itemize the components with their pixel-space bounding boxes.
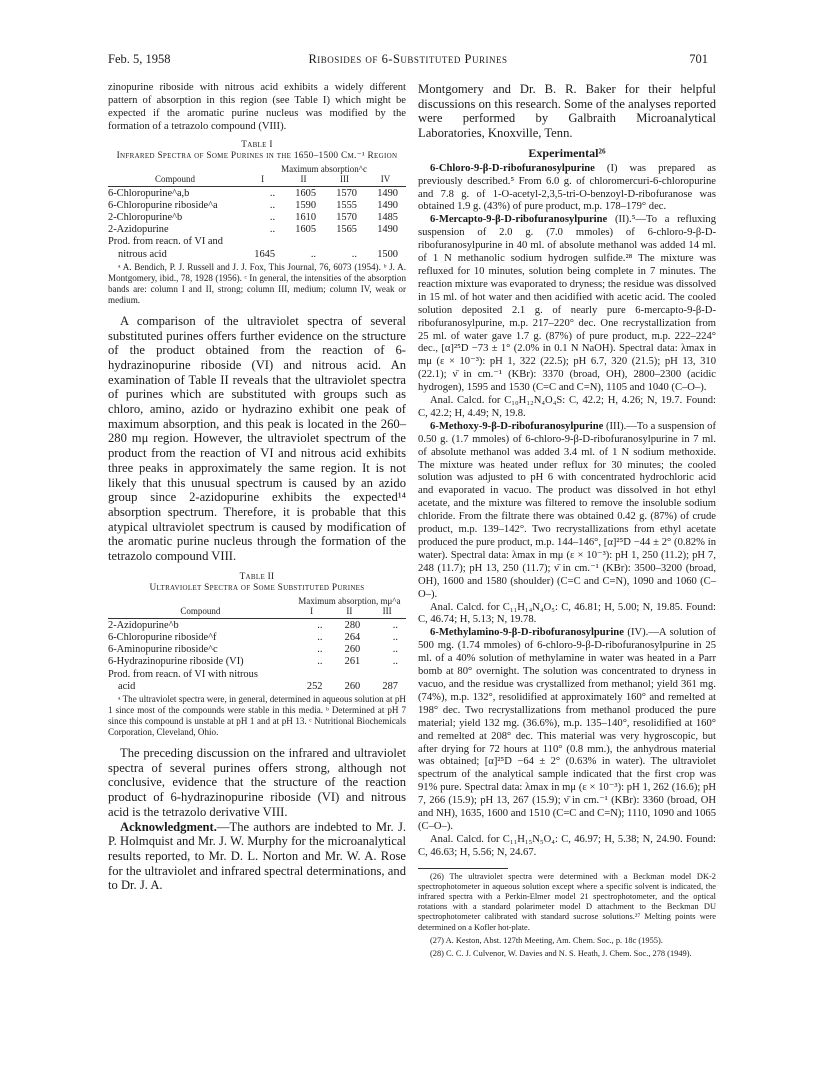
table2-col-header: II [346, 605, 353, 616]
table-cell: .. [310, 248, 317, 260]
footnote: (27) A. Keston, Abst. 127th Meeting, Am. Chem. Soc., p. 18c (1955). [430, 935, 663, 945]
table-cell: .. [317, 644, 323, 656]
footnote: (26) The ultraviolet spectra were determined with a Beckman model DK-2 spectrophotometer in aqueous solution except where a specific solvent is indicated, the infrared spectra with a Perkin-Elmer model 21 spectrophotometer, and the optical rotations with a standard polarimeter model D attachment to the Beckman DU spectrophotometer calibrated with standard sucrose solutions.²⁷ Melting points were determined on a Kofler hot-plate. [418, 871, 716, 932]
experiment-text: (II).⁵—To a refluxing suspension of 2.0 g. (7.0 mmoles) of 6-chloro-9-β-D-ribofuranosylpurine in 40 ml. of absolute methanol was added 14 ml. of 1 N methanolic sodium hydrogen sulfide.²⁸ The mixture was refluxed for 10 minutes, solution being complete in 7 minutes. The reaction mixture was evaporated to dryness; the residue was dissolved in 15 ml. of hot water and then acidified with acetic acid. The cooled solution deposited 2.1 g. of nearly pure 6-mercapto-9-β-D-ribofuranosylpurine, m.p. 217–220° dec. One recrystallization from 25 ml. of water gave 1.7 g. (87%) of pure product, m.p. 222–224° dec., [α]²⁵D −73 ± 1° (2.0% in 0.1 N NaOH). Spectral data: λmax in mμ (ε × 10⁻³): pH 1, 322 (22.5); pH 6.7, 320 (21.5); pH 13, 310 (22.1); ν̄ in cm.⁻¹ (KBr): 3370 (broad, OH), 2800–2300 (acidic hydrogen), 1595 and 1530 (C=C and C=N), 1105 and 1040 (C–O–). [418, 214, 716, 394]
table-cell: .. [269, 212, 276, 224]
experiment-paragraph [418, 163, 716, 215]
table2 [108, 596, 406, 693]
table2-col-header: I [310, 605, 314, 616]
table-cell: 1490 [377, 224, 398, 236]
table-cell-compound: nitrous acid [118, 248, 167, 260]
table1-compound-header: Compound [155, 173, 196, 184]
experiment-text: (I) was prepared as previously described.⁵ From 6.0 g. of chloromercuri-6-chloropurine and 7.8 g. of 1-O-acetyl-2,3,5-tri-O-benzoyl-D-ribofuranose was obtained 1.9 g. (43%) of pure product, m.p. 178–179° dec. [418, 162, 716, 213]
table2-col-header: III [382, 605, 392, 616]
acknowledgment-heading: Acknowledgment. [120, 819, 217, 834]
table1-caption-block [108, 140, 406, 162]
table-cell: .. [392, 644, 398, 656]
table-cell-compound: 6-Hydrazinopurine riboside (VI) [108, 656, 244, 668]
continued-paragraph: Montgomery and Dr. B. R. Baker for their helpful discussions on this research. Some of the analyses reported were performed by Galbraith Microanalytical Laboratories, Knoxville, Tenn. [418, 82, 716, 141]
compound-title: 6-Mercapto-9-β-D-ribofuranosylpurine [430, 214, 608, 226]
table-row [108, 249, 406, 261]
table-cell: .. [269, 199, 276, 211]
table-cell-compound: 2-Azidopurine [108, 224, 169, 236]
table1-col-header: I [261, 173, 265, 184]
table-cell: 252 [306, 680, 323, 692]
table-cell: 1490 [377, 199, 398, 211]
table-cell-compound: Prod. from reacn. of VI and [108, 236, 223, 248]
experiment-paragraph [418, 627, 716, 834]
table1-group-header: Maximum absorption^c [281, 163, 368, 174]
table-cell: 1485 [377, 212, 398, 224]
table-cell: .. [317, 619, 323, 631]
table1-col-header: III [340, 173, 350, 184]
table2-label: Table II [239, 571, 275, 582]
table2-caption-block [108, 572, 406, 594]
table-cell: 1490 [377, 187, 398, 199]
analysis-line: Anal. Calcd. for C₁₁H₁₅N₅O₄: C, 46.97; H, 5.38; N, 24.90. Found: C, 46.63; H, 5.56; N, 24.67. [418, 833, 716, 858]
page-number: 701 [689, 52, 708, 66]
table-row [108, 212, 406, 224]
body-paragraph: A comparison of the ultraviolet spectra of several substituted purines offers further evidence on the structure of the product obtained from the reaction of 6-hydrazinopurine riboside (VI) and nitrous acid. An examination of Table II reveals that the ultraviolet spectra of purines which are substituted with groups such as chloro, amino, azido or hydrazino exhibit one peak of maximum absorption, and this peak is located in the 260–280 mμ region. However, the ultraviolet spectrum of the product from the reaction of VI and nitrous acid exhibits three peaks in approximately the same region. It is not likely that this unusual spectrum is caused by an azido group since 2-azidopurine exhibits the expected¹⁴ absorption spectrum. Therefore, it is probable that this atypical ultraviolet spectrum is caused by modification of the aromatic purine nucleus through the formation of the tetrazolo compound VIII. [108, 313, 406, 564]
table2-caption: Ultraviolet Spectra of Some Substituted Purines [149, 582, 365, 593]
table-cell: 260 [344, 644, 361, 656]
table-cell: 260 [344, 680, 361, 692]
table-cell-compound: 6-Chloropurine^a,b [108, 187, 190, 199]
table-cell: 261 [344, 656, 361, 668]
experiment-text: (IV).—A solution of 500 mg. (1.74 mmoles) of 6-chloro-9-β-D-ribofuranosylpurine in 25 ml. of a 40% solution of methylamine in water was heated in a Parr bomb at 80° overnight. The solution was concentrated to dryness in vacuo, and the residue was crystallized from methanol; yield 361 mg. (74%), m.p. 132°, resolidified at approximately 160° and remelted at 198° dec. Two recrystallizations from methanol produced the pure material; yield 132 mg. (36.6%), m.p. 135–140°, resolidified at 160° and remelted at 208° dec. This material was very hygroscopic, but after drying for 72 hours at 110° (0.8 mm.), the anhydrous material was obtained; [α]²⁵D −64 ± 2° (0.63% in water). The ultraviolet spectrum of the analytical sample indicated that the first crop was 91% pure. Spectral data: λmax in mμ (ε × 10⁻³): pH 1, 262 (16.6); pH 7, 266 (15.9); pH 13, 267 (15.9); ν̄ in cm.⁻¹ (KBr): 3360 (broad, OH and NH), 1635, 1600 and 1510 (C=C and C=N); 1110, 1090 and 1065 (C–O–). [418, 627, 716, 832]
table-cell: 1500 [377, 248, 398, 260]
table-cell: .. [317, 632, 323, 643]
table-cell: .. [269, 224, 276, 236]
table-row [108, 632, 406, 644]
table-cell: 280 [344, 619, 361, 631]
table-row [108, 656, 406, 668]
table1-col-header: IV [380, 173, 391, 184]
intro-paragraph: zinopurine riboside with nitrous acid exhibits a widely different pattern of absorption in this region (see Table I) which might be expected if the aromatic purine nucleus was modified by the formation of a tetrazolo compound (VIII). [108, 82, 406, 132]
table2-group-header: Maximum absorption, mμ^a [298, 595, 401, 606]
table-cell: .. [392, 656, 398, 668]
table1-caption: Infrared Spectra of Some Purines in the 1650–1500 Cm.⁻¹ Region [116, 150, 398, 161]
table-cell: .. [392, 619, 398, 631]
table-cell-compound: 6-Chloropurine riboside^f [108, 632, 217, 643]
table-cell: .. [317, 656, 323, 668]
page-header [108, 52, 708, 72]
table-cell: .. [351, 248, 357, 260]
table1-label: Table I [241, 139, 273, 150]
compound-title: 6-Methoxy-9-β-D-ribofuranosylpurine [430, 420, 604, 432]
table1-footnote: ᵃ A. Bendich, P. J. Russell and J. J. Fox, This Journal, 76, 6073 (1954). ᵇ J. A. Montgomery, ibid., 78, 1928 (1956). ᶜ In general, the intensities of the absorption bands are: column I and II, strong; column III, medium; column IV, weak or medium. [108, 261, 406, 305]
table-row [108, 188, 406, 200]
table-row [108, 681, 406, 693]
table2-compound-header: Compound [180, 605, 221, 616]
experiment-paragraph [418, 421, 716, 602]
table-row [108, 620, 406, 632]
acknowledgment-paragraph [108, 820, 406, 894]
left-column [108, 82, 406, 893]
table-cell-compound: 2-Azidopurine^b [108, 619, 179, 631]
right-column [418, 82, 716, 959]
table-cell: .. [392, 632, 398, 643]
table-row [108, 644, 406, 656]
table-cell: 287 [382, 680, 398, 692]
table-cell-compound: Prod. from reacn. of VI with nitrous [108, 668, 258, 680]
header-date: Feb. 5, 1958 [108, 52, 171, 66]
table1 [108, 164, 406, 261]
analysis-line: Anal. Calcd. for C₁₁H₁₄N₄O₅: C, 46.81; H, 5.00; N, 19.85. Found: C, 46.74; H, 5.13; N, 19.78. [418, 601, 716, 626]
table-row [108, 224, 406, 236]
table-row [108, 200, 406, 212]
table-cell: 264 [344, 632, 361, 643]
table-cell: 1605 [295, 224, 317, 236]
table1-col-header: II [300, 173, 307, 184]
table-row [108, 669, 406, 681]
compound-title: 6-Methylamino-9-β-D-ribofuranosylpurine [430, 627, 624, 639]
experiment-paragraph [418, 214, 716, 395]
analysis-line: Anal. Calcd. for C₁₀H₁₂N₄O₄S: C, 42.2; H, 4.26; N, 19.7. Found: C, 42.2; H, 4.49; N, 19.8. [418, 395, 716, 419]
table-row [108, 236, 406, 248]
table2-footnote: ᵃ The ultraviolet spectra were, in general, determined in aqueous solution at pH 1 since most of the compounds were stable in this media. ᵇ Determined at pH 7 since this compound is unstable at pH 1 and at pH 13. ᶜ Nutritional Biochemicals Corporation, Cleveland, Ohio. [108, 694, 406, 738]
footnote: (28) C. C. J. Culvenor, W. Davies and N. S. Heath, J. Chem. Soc., 278 (1949). [430, 949, 692, 959]
table-cell: 1555 [336, 199, 357, 211]
table-cell-compound: 6-Chloropurine riboside^a [108, 199, 218, 211]
experiment-text: (III).—To a suspension of 0.50 g. (1.7 mmoles) of 6-chloro-9-β-D-ribofuranosylpurine in 7 ml. of absolute methanol was added 3.4 ml. of 1 N sodium methoxide. The mixture was heated under reflux for 30 minutes; the cooled solution was adjusted to pH 6 with concentrated hydrochloric acid and evaporated in vacuo. The product was dissolved in hot ethyl acetate, and the mixture was filtered to remove the insoluble sodium chloride. From the filtrate there was obtained 0.42 g. (87%) of crude product, m.p. 139–142°. Two recrystallizations from ethyl acetate produced the pure product, m.p. 144–146°, [α]²⁵D −44 ± 2° (0.82% in water). Spectral data: λmax in mμ (ε × 10⁻³): pH 1, 250 (11.2); pH 7, 248 (11.7); pH 13, 250 (11.7); ν̄ in cm.⁻¹ (KBr): 3500–3200 (broad, OH), 1600 and 1580 (shoulder) (C=C and C=N), 1090 and 1060 (C–O–). [418, 420, 716, 600]
acknowledgment-text: —The authors are indebted to Mr. J. P. Holmquist and Mr. J. W. Murphy for the microanalytical results reported, to Mr. D. L. Norton and Mr. W. A. Rose for the ultraviolet and infrared spectral determinations, and to Dr. J. A. [108, 819, 406, 893]
table-cell: 1590 [295, 199, 317, 211]
header-title: Ribosides of 6-Substituted Purines [308, 52, 508, 66]
table-cell: 1645 [254, 248, 276, 260]
table-cell: 1605 [295, 187, 317, 199]
section-heading: Experimental²⁶ [528, 145, 606, 160]
table-cell: 1570 [336, 187, 357, 199]
body-paragraph: The preceding discussion on the infrared and ultraviolet spectra of several purines offers strong, although not conclusive, evidence that the structure of the reaction product of 6-hydrazinopurine riboside (VI) and nitrous acid is the tetrazolo derivative VIII. [108, 746, 406, 819]
footnote-rule [418, 868, 508, 869]
table-cell-compound: 2-Chloropurine^b [108, 212, 183, 224]
table-cell-compound: 6-Aminopurine riboside^c [108, 644, 218, 656]
table-cell: 1610 [295, 212, 317, 224]
table-cell: 1565 [336, 224, 357, 236]
compound-title: 6-Chloro-9-β-D-ribofuranosylpurine [430, 162, 595, 174]
table-cell-compound: acid [118, 680, 136, 692]
table-cell: .. [269, 187, 276, 199]
table-cell: 1570 [336, 212, 357, 224]
